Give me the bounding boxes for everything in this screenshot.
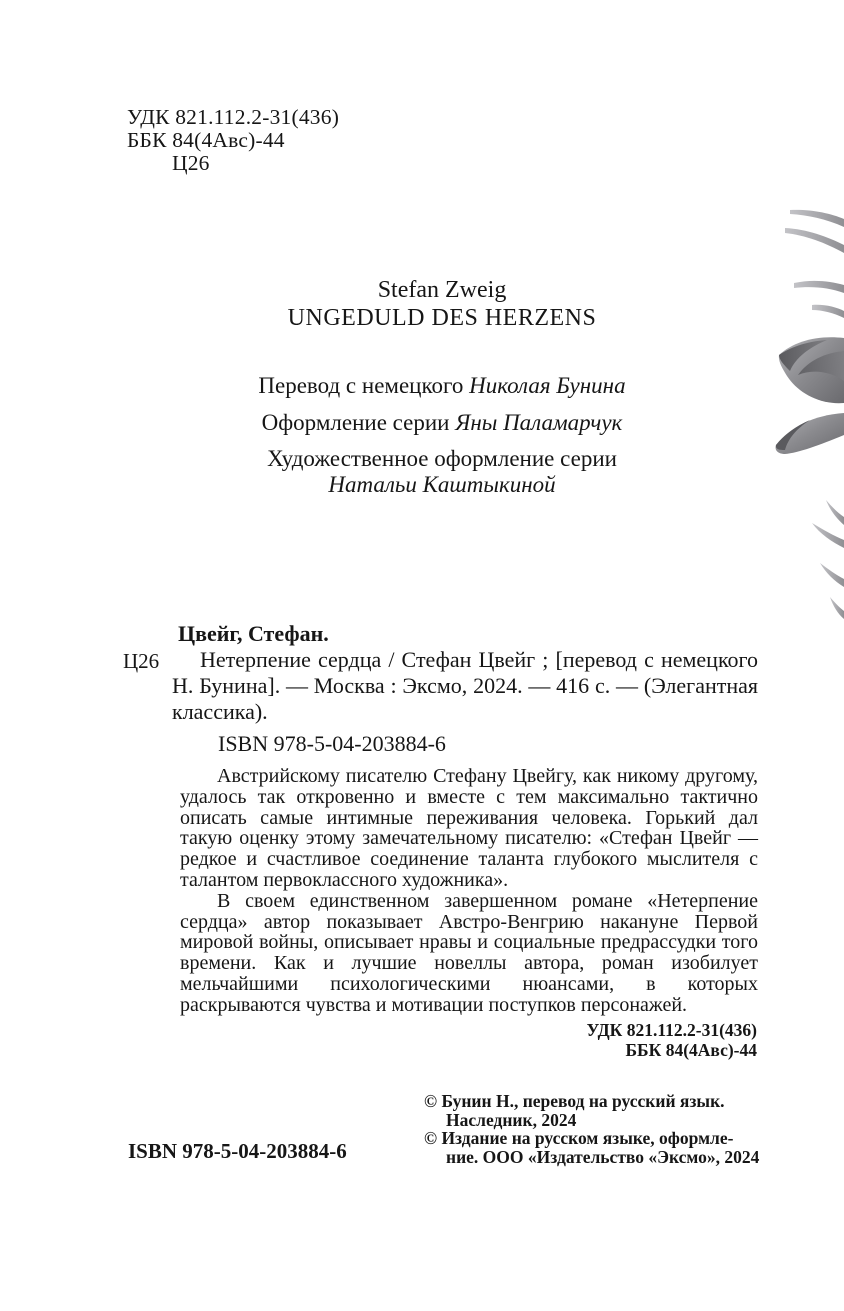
top-catalog-codes (127, 106, 339, 175)
copyright-line: © Издание на русском языке, оформле- (424, 1128, 734, 1149)
bottom-catalog-codes (587, 1021, 757, 1060)
author-sign-code: Ц26 (172, 151, 210, 175)
bottom-udk-code: УДК 821.112.2-31(436) (586, 1020, 757, 1040)
catalog-description: Нетерпение сердца / Стефан Цвейг ; [перевод с немецкого Н. Бунина]. — Москва : Эксмо, 2024. — 416 с. — (Элегантная классика). (172, 647, 758, 724)
author-name-latin: Stefan Zweig (377, 277, 507, 303)
series-designer-name: Яны Паламарчук (455, 410, 623, 435)
catalog-card (172, 621, 758, 757)
art-designer-name: Натальи Каштыкиной (328, 471, 556, 497)
copyright-block (424, 1092, 774, 1166)
bottom-bbk-code: ББК 84(4Авс)-44 (625, 1039, 757, 1060)
translation-label: Перевод с немецкого (258, 373, 464, 398)
copyright-line: © Бунин Н., перевод на русский язык. (424, 1091, 725, 1111)
bbk-code: ББК 84(4Авс)-44 (127, 128, 285, 152)
catalog-author-heading: Цвейг, Стефан. (178, 621, 329, 646)
translator-name: Николая Бунина (469, 373, 626, 398)
catalog-margin-code: Ц26 (123, 649, 160, 673)
series-design-label: Оформление серии (261, 410, 450, 435)
catalog-isbn: ISBN 978-5-04-203884-6 (218, 731, 446, 756)
art-design-label: Художественное оформление серии (267, 446, 617, 471)
copyright-line: ние. ООО «Издательство «Эксмо», 2024 (446, 1146, 760, 1167)
copyright-line: Наследник, 2024 (446, 1109, 577, 1130)
bottom-isbn: ISBN 978-5-04-203884-6 (128, 1139, 347, 1163)
art-design-credit (107, 446, 777, 497)
annotation-paragraph-1: Австрийскому писателю Стефану Цвейгу, как никому другому, удалось так откровенно и вместе с тем максимально тактично описать самые интимные переживания человека. Горький дал такую оценку этому замечательному писателю: «Стефан Цвейг — редкое и счастливое соединение таланта глубокого мыслителя с талантом первоклассного художника». (180, 765, 758, 891)
translation-credit (107, 373, 777, 399)
original-book-title: UNGEDULD DES HERZENS (287, 305, 597, 331)
udk-code: УДК 821.112.2-31(436) (127, 105, 340, 129)
original-title-block (107, 276, 777, 332)
annotation-block (180, 766, 758, 1016)
series-design-credit (107, 410, 777, 436)
annotation-paragraph-2: В своем единственном завершенном романе «Нетерпение сердца» автор показывает Австро-Венгрию накануне Первой мировой войны, описывает нравы и социальные предрассудки того времени. Как и лучшие новеллы автора, роман изобилует мельчайшими психологическими нюансами, в которых раскрываются чувства и мотивации поступков персонажей. (180, 889, 758, 1016)
